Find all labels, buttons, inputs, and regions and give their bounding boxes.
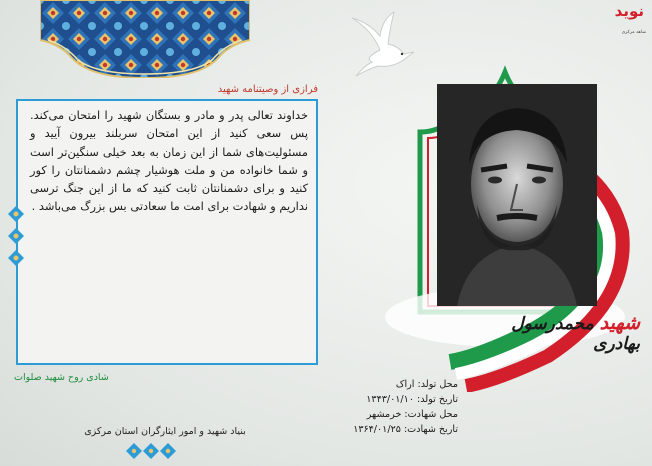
side-ornament [5,206,27,266]
martyrdom-date: تاریخ شهادت: ۱۳۶۴/۰۱/۲۵ [353,424,458,435]
martyr-fullname: محمدرسول بهادری [511,314,640,354]
bottom-ornament [126,443,176,459]
logo-subtitle: شاهد مرکزی [621,30,646,35]
birth-place: محل تولد: اراک [395,379,458,390]
foundation-name: بنیاد شهید و امور ایثارگران استان مرکزی [84,426,246,437]
prayer-text: شادی روح شهید صلوات [14,372,109,383]
testament-text: خداوند تعالی پدر و مادر و بستگان شهید را امتحان می‌کند. پس سعی کنید از این امتحان سربلند بیرون آیید و مسئولیت‌های شما از این زمان به بعد خیلی سنگین‌تر است و شما خانواده من و ملت هوشیار چشم دشمنانتان را کور کنید و برای دشمنانتان ثابت کنید که ما از این جنگ ترسی نداریم و شهادت برای امت ما سعادتی بس بزرگ می‌باشد . [30,108,308,214]
martyr-name [460,312,640,354]
logo-text: نوید [614,2,644,20]
testament-heading: فرازی از وصیتنامه شهید [217,84,318,95]
martyr-photo [437,84,597,306]
martyrdom-place: محل شهادت: خرمشهر [366,409,458,420]
martyr-details [350,377,458,437]
martyr-title: شهید [599,312,640,334]
birth-date: تاریخ تولد: ۱۳۴۳/۰۱/۱۰ [366,394,458,405]
tile-ornament [40,0,250,78]
